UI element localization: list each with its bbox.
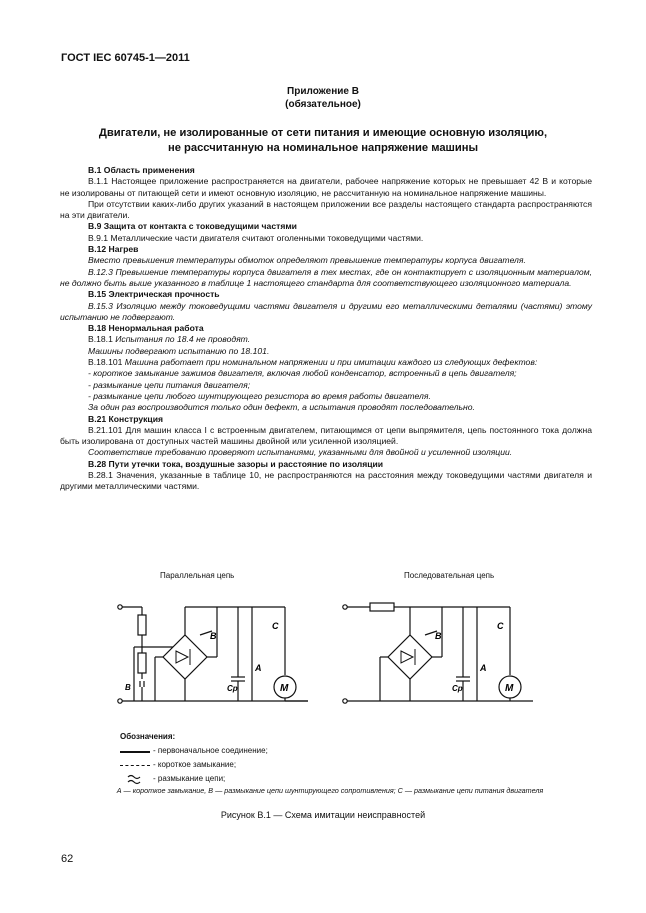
figure-note: А — короткое замыкание, В — размыкание цепи шунтирующего сопротивления; С — размыкание цепи питания двигателя — [116, 786, 544, 795]
heading-b9: В.9 Защита от контакта с токоведущими частями — [88, 221, 297, 232]
title-line-2: не рассчитанную на номинальное напряжение машины — [167, 142, 479, 154]
list-item: - короткое замыкание зажимов двигателя, включая любой конденсатор, встроенный в цепь двигателя; — [88, 368, 517, 379]
label-b: В — [210, 631, 217, 641]
paragraph-b12-1: Вместо превышения температуры обмоток определяют превышение температуры корпуса двигателя. — [88, 255, 526, 266]
legend-row — [120, 758, 268, 772]
label-cp: Cp — [452, 684, 463, 693]
series-resistor — [370, 603, 394, 611]
paragraph-b18-2: Машины подвергают испытанию по 18.101. — [88, 345, 270, 356]
body-text — [60, 165, 592, 493]
paragraph-b21-101: В.21.101 Для машин класса I с встроенным двигателем, питающимся от цепи выпрямителя, цепь постоянного тока должна быть изолирована от доступных частей машины двойной или усиленной изоляцией. — [60, 424, 592, 447]
clause-text: Испытания по 18.4 не проводят. — [115, 334, 251, 345]
paragraph-b1-1: В.1.1 Настоящее приложение распространяется на двигатели, рабочее напряжение которых не превышает 42 В и которые не изолированы от питающей сети и имеют основную изоляцию, не рассчитанную на номинальное напряжение машины. — [60, 176, 592, 198]
section-title — [60, 126, 586, 156]
motor-label: M — [505, 683, 514, 694]
label-c: С — [497, 621, 504, 631]
document-header: ГОСТ IEC 60745-1—2011 — [61, 52, 190, 64]
limit-resistor — [138, 653, 146, 673]
figure-caption: Рисунок В.1 — Схема имитации неисправностей — [220, 810, 426, 820]
paragraph-b21-compliance: Соответствие требованию проверяют испытаниями, указанными для двойной и усиленной изоляции. — [88, 447, 513, 458]
paragraph-b18-note: За один раз воспроизводится только один дефект, а испытания проводят последовательно. — [88, 402, 475, 413]
heading-b18: В.18 Ненормальная работа — [88, 323, 204, 334]
label-b-open: В — [125, 683, 131, 692]
legend-title: Обозначения: — [120, 732, 176, 741]
label-b: В — [435, 631, 442, 641]
legend-text: - короткое замыкание; — [153, 760, 237, 769]
paragraph-b18-1 — [60, 334, 592, 345]
paragraph-b18-101 — [60, 357, 592, 368]
list-item: - размыкание цепи питания двигателя; — [88, 379, 251, 390]
break-symbol-icon — [120, 773, 150, 785]
label-c: С — [272, 621, 279, 631]
label-cp: Cp — [227, 684, 238, 693]
list-item: - размыкание цепи любого шунтирующего резистора во время работы двигателя. — [88, 390, 431, 401]
solid-line-icon — [120, 745, 150, 757]
series-circuit-label: Последовательная цепь — [404, 571, 495, 580]
heading-b15: В.15 Электрическая прочность — [88, 289, 220, 300]
parallel-circuit-diagram — [110, 595, 310, 720]
clause-text: Машина работает при номинальном напряжении и при имитации каждого из следующих дефектов: — [124, 357, 538, 368]
legend-row — [120, 772, 268, 786]
paragraph-b1-2: При отсутствии каких-либо других указаний в настоящем приложении все разделы настоящего стандарта распространяются на эти двигатели. — [60, 198, 592, 221]
heading-b21: В.21 Конструкция — [88, 413, 164, 424]
paragraph-b28-1: В.28.1 Значения, указанные в таблице 10, не распространяются на расстояния между токоведущими частями двигателя и другими металлическими частями. — [60, 470, 592, 492]
annex-status: (обязательное) — [285, 99, 361, 110]
shunt-resistor — [138, 615, 146, 635]
dashed-line-icon — [120, 759, 150, 771]
clause-number: В.18.1 — [88, 334, 113, 345]
annex-title: Приложение В — [287, 86, 359, 97]
legend-row — [120, 744, 268, 758]
page-number: 62 — [61, 853, 74, 865]
label-a: А — [480, 663, 487, 673]
paragraph-b12-3: В.12.3 Превышение температуры корпуса двигателя в тех местах, где он контактирует с изоляционным материалом, не должно быть выше указанного в таблице 1 настоящего стандарта для соответствующего изоляционного материала. — [60, 266, 592, 288]
figure-legend — [120, 730, 268, 786]
legend-text: - первоначальное соединение; — [153, 746, 268, 755]
clause-number: В.18.101 — [88, 357, 123, 368]
heading-b28: В.28 Пути утечки тока, воздушные зазоры и расстояние по изоляции — [88, 458, 384, 469]
label-a: А — [255, 663, 262, 673]
series-circuit-diagram — [335, 595, 535, 720]
paragraph-b9-1: В.9.1 Металлические части двигателя считают оголенными токоведущими частями. — [88, 232, 424, 243]
heading-b1: В.1 Область применения — [88, 165, 195, 175]
legend-text: - размыкание цепи; — [153, 774, 226, 783]
paragraph-b15-3: В.15.3 Изоляцию между токоведущими частями двигателя и другими его металлическими деталями (частями) этому испытанию не подвергают. — [60, 300, 592, 322]
heading-b12: В.12 Нагрев — [88, 244, 139, 255]
motor-label: M — [280, 683, 289, 694]
parallel-circuit-label: Параллельная цепь — [160, 571, 235, 580]
title-line-1: Двигатели, не изолированные от сети питания и имеющие основную изоляцию, — [98, 127, 548, 139]
